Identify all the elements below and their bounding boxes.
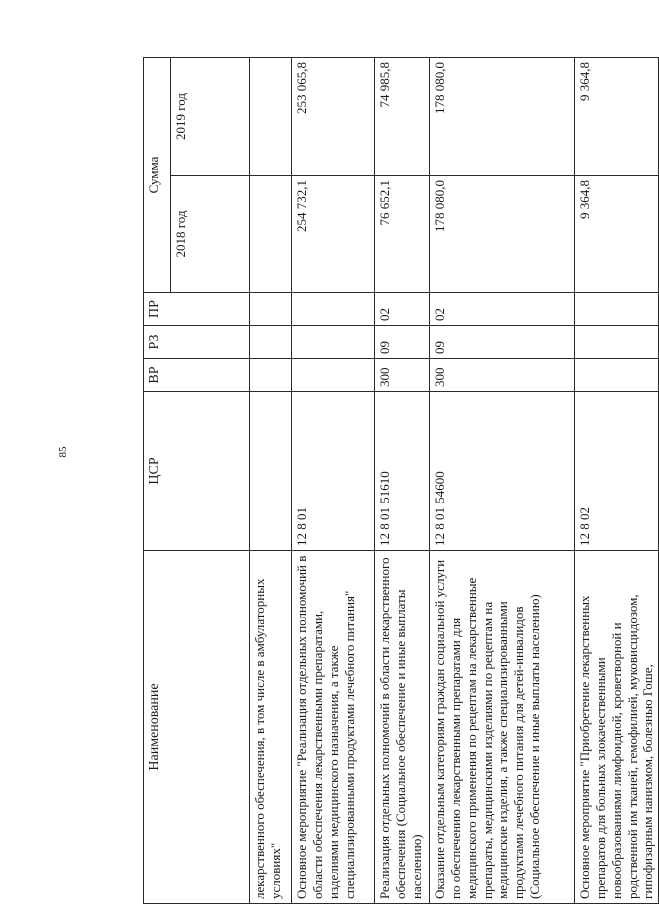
rotated-table-wrapper bbox=[143, 58, 656, 904]
cell-pr bbox=[292, 293, 375, 326]
cell-vr bbox=[292, 359, 375, 392]
page-number: 85 bbox=[57, 446, 69, 458]
cell-2019 bbox=[250, 58, 292, 176]
cell-2018: 178 080,0 bbox=[430, 176, 575, 293]
table-row bbox=[430, 58, 575, 904]
cell-2018 bbox=[250, 176, 292, 293]
budget-table bbox=[143, 57, 659, 904]
header-sum: Сумма bbox=[144, 58, 171, 293]
cell-2019: 178 080,0 bbox=[430, 58, 575, 176]
cell-pr bbox=[250, 293, 292, 326]
header-year-2018: 2018 год bbox=[171, 176, 250, 293]
table-row bbox=[575, 58, 659, 904]
cell-csr: 12 8 02 bbox=[575, 392, 659, 551]
header-name: Наименование bbox=[144, 551, 250, 904]
cell-name: лекарственного обеспечения, в том числе в амбулаторных условиях" bbox=[250, 551, 292, 904]
header-pr: ПР bbox=[144, 293, 250, 326]
cell-2018: 9 364,8 bbox=[575, 176, 659, 293]
cell-csr bbox=[250, 392, 292, 551]
cell-csr: 12 8 01 51610 bbox=[375, 392, 430, 551]
header-rz: РЗ bbox=[144, 326, 250, 359]
header-csr: ЦСР bbox=[144, 392, 250, 551]
header-year-2019: 2019 год bbox=[171, 58, 250, 176]
cell-2018: 76 652,1 bbox=[375, 176, 430, 293]
cell-2019: 74 985,8 bbox=[375, 58, 430, 176]
table-row bbox=[292, 58, 375, 904]
cell-2019: 253 065,8 bbox=[292, 58, 375, 176]
cell-vr bbox=[575, 359, 659, 392]
cell-pr: 02 bbox=[375, 293, 430, 326]
cell-pr: 02 bbox=[430, 293, 575, 326]
cell-pr bbox=[575, 293, 659, 326]
cell-csr: 12 8 01 54600 bbox=[430, 392, 575, 551]
table-row bbox=[375, 58, 430, 904]
cell-name: Основное мероприятие "Реализация отдельных полномочий в области обеспечения лекарственными препаратами, изделиями медицинского назначения, а также специализированными продуктами лечебного питания" bbox=[292, 551, 375, 904]
cell-rz bbox=[292, 326, 375, 359]
cell-2018: 254 732,1 bbox=[292, 176, 375, 293]
cell-rz bbox=[250, 326, 292, 359]
cell-2019: 9 364,8 bbox=[575, 58, 659, 176]
table-row bbox=[250, 58, 292, 904]
cell-name: Оказание отдельным категориям граждан социальной услуги по обеспечению лекарственными препаратами для медицинского применения по рецептам на лекарственные препараты, медицинскими изделиями по рецептам на медицинские изделия, а также специализированными продуктами лечебного питания для детей-инвалидов (Социальное обеспечение и иные выплаты населению) bbox=[430, 551, 575, 904]
cell-vr bbox=[250, 359, 292, 392]
cell-rz: 09 bbox=[375, 326, 430, 359]
cell-name: Реализация отдельных полномочий в области лекарственного обеспечения (Социальное обеспечение и иные выплаты населению) bbox=[375, 551, 430, 904]
cell-rz bbox=[575, 326, 659, 359]
cell-name: Основное мероприятие "Приобретение лекарственных препаратов для больных злокачественными новообразованиями лимфоидной, кроветворной и родственной им тканей, гемофилией, муковисцидозом, гипофизарным нанизмом, болезнью Гоше, bbox=[575, 551, 659, 904]
cell-csr: 12 8 01 bbox=[292, 392, 375, 551]
cell-vr: 300 bbox=[375, 359, 430, 392]
header-vr: ВР bbox=[144, 359, 250, 392]
cell-rz: 09 bbox=[430, 326, 575, 359]
cell-vr: 300 bbox=[430, 359, 575, 392]
